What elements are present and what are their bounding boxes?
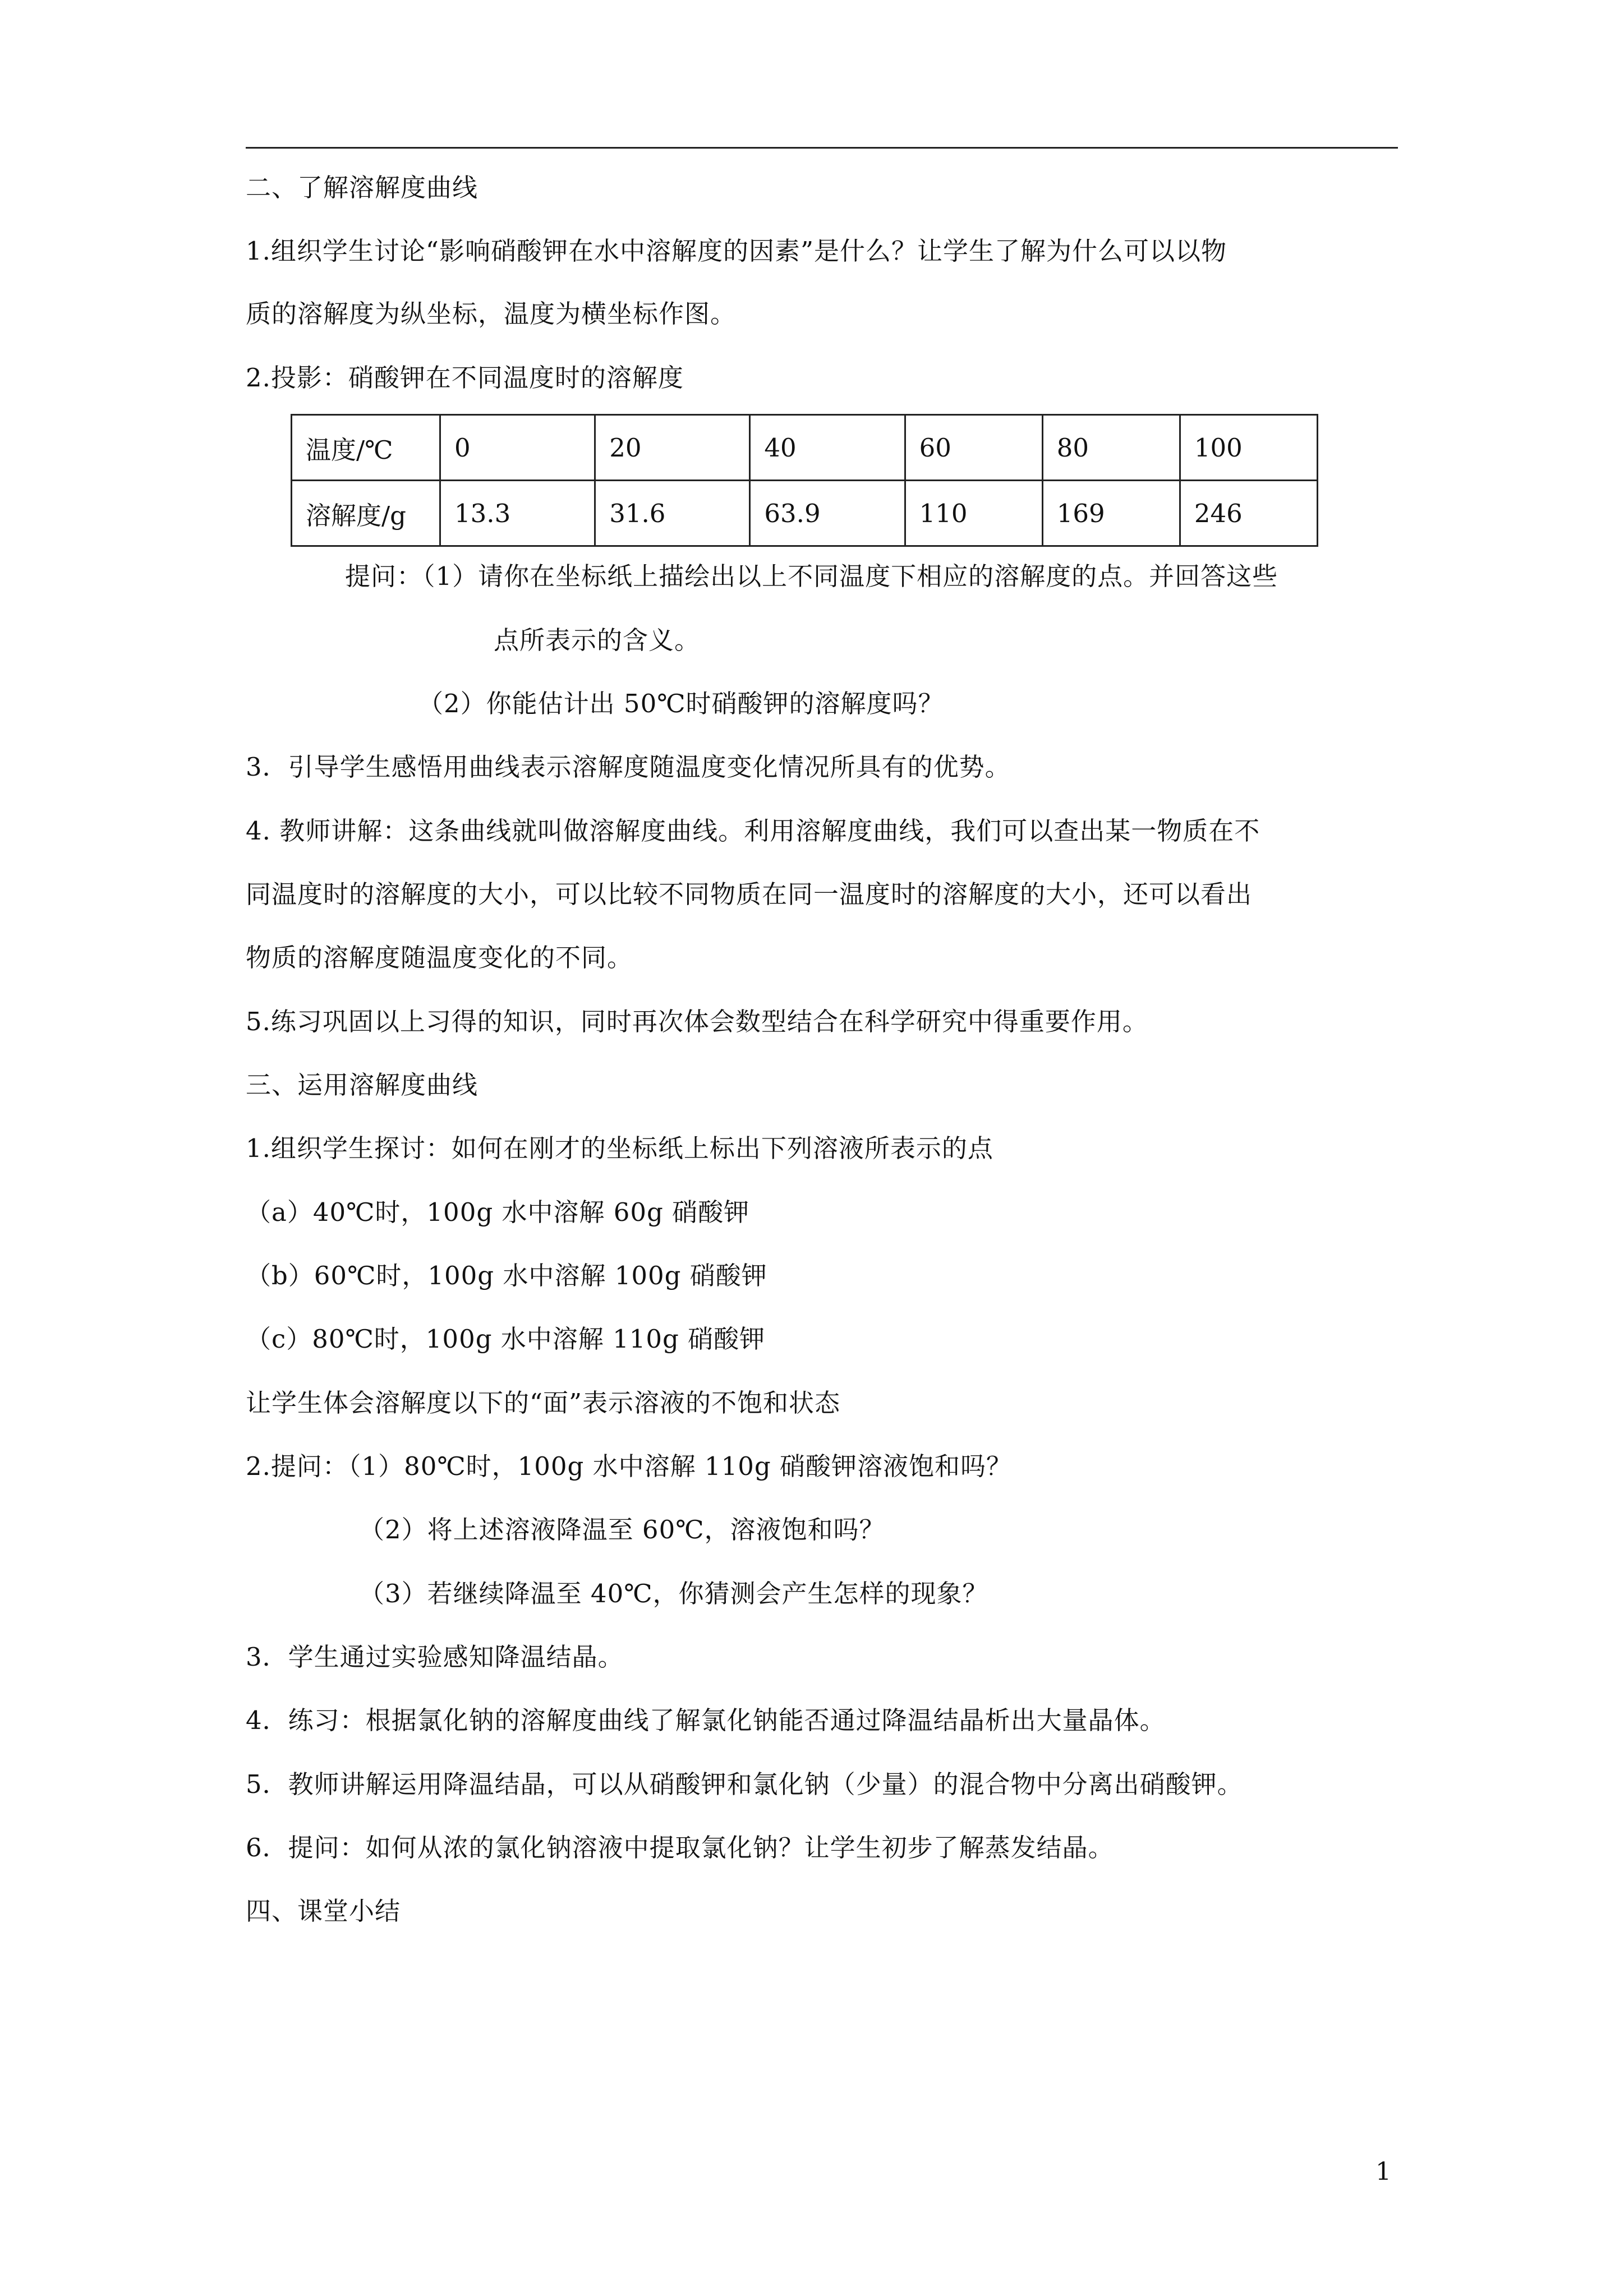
paragraph-2-2: 2.投影：硝酸钾在不同温度时的溶解度 [246,363,684,393]
table-row [292,415,1318,481]
paragraph-3-5: 5．教师讲解运用降温结晶，可以从硝酸钾和氯化钠（少量）的混合物中分离出硝酸钾。 [246,1769,1243,1799]
paragraph-3-3: 3．学生通过实验感知降温结晶。 [246,1642,624,1672]
question-1-line-2: 点所表示的含义。 [494,625,701,655]
paragraph-3-2-q3: （3）若继续降温至 40℃，你猜测会产生怎样的现象？ [359,1579,988,1608]
paragraph-3-note: 让学生体会溶解度以下的“面”表示溶液的不饱和状态 [246,1388,841,1418]
page-number: 1 [1375,2157,1391,2186]
paragraph-2-3: 3．引导学生感悟用曲线表示溶解度随温度变化情况所具有的优势。 [246,752,1011,782]
paragraph-2-1-line-2: 质的溶解度为纵坐标，温度为横坐标作图。 [246,299,737,329]
table-cell: 31.6 [595,481,750,546]
solubility-table [291,414,1318,547]
paragraph-2-5: 5.练习巩固以上习得的知识，同时再次体会数型结合在科学研究中得重要作用。 [246,1007,1148,1036]
table-cell: 13.3 [440,481,595,546]
paragraph-3-2-q2: （2）将上述溶液降温至 60℃，溶液饱和吗？ [359,1515,885,1545]
table-cell: 溶解度/g [292,481,440,546]
paragraph-2-1-line-1: 1.组织学生讨论“影响硝酸钾在水中溶解度的因素”是什么？让学生了解为什么可以以物 [246,236,1227,266]
paragraph-2-4-line-2: 同温度时的溶解度的大小，可以比较不同物质在同一温度时的溶解度的大小，还可以看出 [246,879,1253,909]
section-4-title: 四、课堂小结 [246,1896,401,1926]
table-cell: 110 [905,481,1042,546]
table-cell: 100 [1180,415,1317,481]
question-1-line-1: 提问：（1）请你在坐标纸上描绘出以上不同温度下相应的溶解度的点。并回答这些 [345,561,1278,591]
section-3-title: 三、运用溶解度曲线 [246,1070,479,1100]
table-cell: 246 [1180,481,1317,546]
header-rule [246,147,1398,149]
paragraph-3-1: 1.组织学生探讨：如何在刚才的坐标纸上标出下列溶液所表示的点 [246,1133,993,1163]
table-cell: 20 [595,415,750,481]
item-a: （a）40℃时，100g 水中溶解 60g 硝酸钾 [246,1197,750,1227]
section-2-title: 二、了解溶解度曲线 [246,173,479,202]
paragraph-2-4-line-1: 4. 教师讲解：这条曲线就叫做溶解度曲线。利用溶解度曲线，我们可以查出某一物质在不 [246,816,1260,846]
table-cell: 169 [1042,481,1180,546]
table-cell: 80 [1042,415,1180,481]
paragraph-3-6: 6．提问：如何从浓的氯化钠溶液中提取氯化钠？让学生初步了解蒸发结晶。 [246,1833,1114,1862]
table-cell: 0 [440,415,595,481]
paragraph-3-4: 4．练习：根据氯化钠的溶解度曲线了解氯化钠能否通过降温结晶析出大量晶体。 [246,1705,1166,1735]
question-2: （2）你能估计出 50℃时硝酸钾的溶解度吗？ [418,689,944,718]
item-b: （b）60℃时，100g 水中溶解 100g 硝酸钾 [246,1261,767,1290]
table-cell: 40 [750,415,905,481]
paragraph-2-4-line-3: 物质的溶解度随温度变化的不同。 [246,943,633,972]
table-cell: 63.9 [750,481,905,546]
paragraph-3-2-q1: 2.提问：（1）80℃时，100g 水中溶解 110g 硝酸钾溶液饱和吗？ [246,1451,1012,1481]
table-cell: 60 [905,415,1042,481]
table-cell: 温度/℃ [292,415,440,481]
table-row [292,481,1318,546]
item-c: （c）80℃时，100g 水中溶解 110g 硝酸钾 [246,1324,766,1354]
